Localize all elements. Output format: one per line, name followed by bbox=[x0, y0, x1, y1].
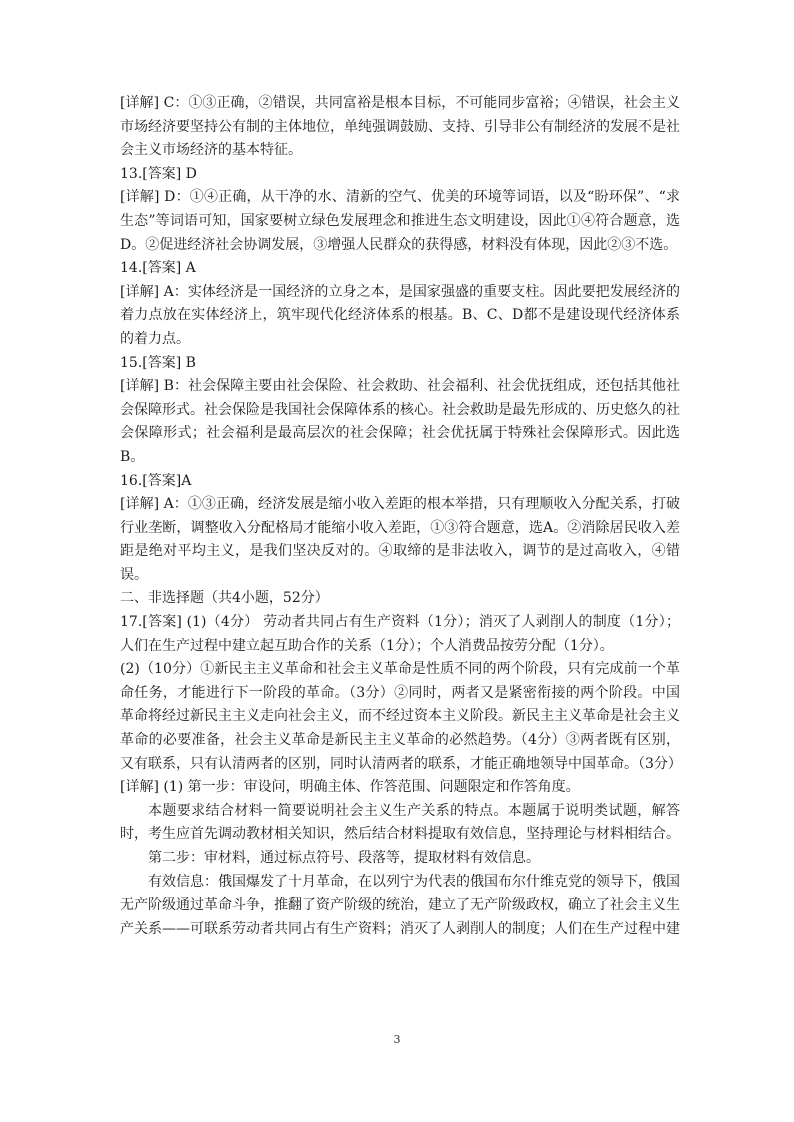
answer-14: 14.[答案] A bbox=[120, 260, 196, 277]
document-body bbox=[120, 92, 680, 941]
answer-16: 16.[答案]A bbox=[120, 472, 192, 489]
paragraph-14-explanation: [详解] A：实体经济是一国经济的立身之本，是国家强盛的重要支柱。因此要把发展经济的着力点放在实体经济上，筑牢现代化经济体系的根基。B、C、D都不是建设现代经济体系的着力点。 bbox=[120, 283, 680, 347]
explanation-17-step-2: 第二步：审材料，通过标点符号、段落等，提取材料有效信息。 bbox=[148, 850, 540, 866]
explanation-17-effective-info: 有效信息：俄国爆发了十月革命，在以列宁为代表的俄国布尔什维克党的领导下，俄国无产阶级通过革命斗争，推翻了资产阶级的统治，建立了无产阶级政权，确立了社会主义生产关系——可联系劳动者共同占有生产资料；消灭了人剥削人的制度；人们在生产过程中建 bbox=[120, 873, 680, 937]
section-heading-non-choice: 二、非选择题（共4小题，52分） bbox=[120, 590, 329, 607]
answer-15: 15.[答案] B bbox=[120, 354, 196, 371]
answer-17-part-2: (2)（10分）①新民主主义革命和社会主义革命是性质不同的两个阶段，只有完成前一个革命任务，才能进行下一阶段的革命。（3分）②同时，两者又是紧密衔接的两个阶段。中国革命将经过新民主主义走向社会主义，而不经过资本主义阶段。新民主主义革命是社会主义革命的必要准备，社会主义革命是新民主主义革命的必然趋势。（4分）③两者既有区别，又有联系，只有认清两者的区别，同时认清两者的联系，才能正确地领导中国革命。（3分） bbox=[120, 661, 682, 772]
paragraph-16-explanation: [详解] A：①③正确，经济发展是缩小收入差距的根本举措，只有理顺收入分配关系，打破行业垄断，调整收入分配格局才能缩小收入差距，①③符合题意，选A。②消除居民收入差距是绝对平均主义，是我们坚决反对的。④取缔的是非法收入，调节的是过高收入，④错误。 bbox=[120, 496, 680, 583]
paragraph-12-explanation: [详解] C：①③正确，②错误，共同富裕是根本目标，不可能同步富裕；④错误，社会主义市场经济要坚持公有制的主体地位，单纯强调鼓励、支持、引导非公有制经济的发展不是社会主义市场经济的基本特征。 bbox=[120, 95, 680, 159]
explanation-17-requirement: 本题要求结合材料一简要说明社会主义生产关系的特点。本题属于说明类试题，解答时，考生应首先调动教材相关知识，然后结合材料提取有效信息，坚持理论与材料相结合。 bbox=[120, 802, 680, 843]
paragraph-15-explanation: [详解] B：社会保障主要由社会保险、社会救助、社会福利、社会优抚组成，还包括其他社会保障形式。社会保险是我国社会保障体系的核心。社会救助是最先形成的、历史悠久的社会保障形式；社会福利是最高层次的社会保障；社会优抚属于特殊社会保障形式。因此选B。 bbox=[120, 378, 680, 465]
answer-13: 13.[答案] D bbox=[120, 165, 197, 182]
answer-17-part-1: 17.[答案] (1)（4分） 劳动者共同占有生产资料（1分）；消灭了人剥削人的制度（1分）；人们在生产过程中建立起互助合作的关系（1分）；个人消费品按劳分配（1分）。 bbox=[120, 614, 680, 654]
paragraph-13-explanation: [详解] D：①④正确，从干净的水、清新的空气、优美的环境等词语，以及“盼环保”、“求生态”等词语可知，国家要树立绿色发展理念和推进生态文明建设，因此①④符合题意，选D。②促进经济社会协调发展，③增强人民群众的获得感，材料没有体现，因此②③不选。 bbox=[120, 189, 680, 253]
explanation-17-step-1: [详解] (1) 第一步：审设问，明确主体、作答范围、问题限定和作答角度。 bbox=[120, 779, 580, 796]
page-number: 3 bbox=[393, 1033, 401, 1046]
